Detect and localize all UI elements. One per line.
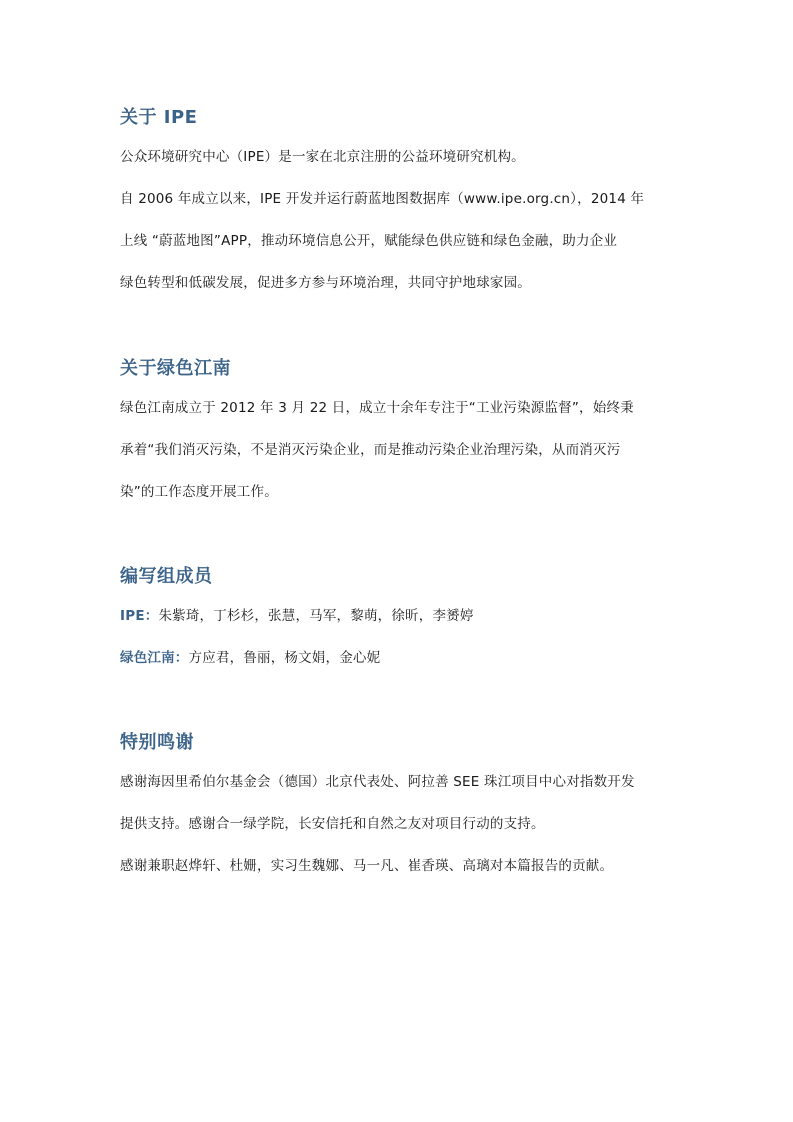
section-authors — [120, 565, 676, 666]
author-line-ipe — [120, 606, 474, 626]
section-acknowledgements — [120, 731, 676, 874]
section-heading: 特别鸣谢 — [120, 732, 194, 753]
section-heading: 编写组成员 — [120, 566, 213, 587]
paragraph-line: 上线 “蔚蓝地图”APP，推动环境信息公开，赋能绿色供应链和绿色金融，助力企业 — [120, 233, 618, 249]
paragraph-line: 感谢海因里希伯尔基金会（德国）北京代表处、阿拉善 SEE 珠江项目中心对指数开发 — [120, 774, 635, 790]
paragraph-line: 染”的工作态度开展工作。 — [120, 484, 278, 500]
paragraph-line: 提供支持。感谢合一绿学院，长安信托和自然之友对项目行动的支持。 — [120, 816, 545, 832]
paragraph-line: 感谢兼职赵烨轩、杜姗，实习生魏娜、马一凡、崔香瑛、高璃对本篇报告的贡献。 — [120, 858, 614, 874]
paragraph-line: 公众环境研究中心（IPE）是一家在北京注册的公益环境研究机构。 — [120, 149, 525, 165]
member-names: 朱紫琦，丁杉杉，张慧，马军，黎萌，徐昕，李赟婷 — [158, 608, 474, 624]
member-names: 方应君，鲁丽，杨文娟，金心妮 — [188, 650, 381, 666]
paragraph-line: 绿色江南成立于 2012 年 3 月 22 日，成立十余年专注于“工业污染源监督”，始终秉 — [120, 400, 634, 416]
paragraph-line: 绿色转型和低碳发展，促进多方参与环境治理，共同守护地球家园。 — [120, 275, 531, 291]
paragraph-line: 承着“我们消灭污染，不是消灭污染企业，而是推动污染企业治理污染，从而消灭污 — [120, 442, 621, 458]
section-about-green-jiangnan — [120, 357, 676, 500]
section-heading: 关于 IPE — [120, 107, 198, 128]
section-about-ipe — [120, 106, 676, 291]
author-line-green-jiangnan — [120, 648, 380, 668]
paragraph-line: 自 2006 年成立以来，IPE 开发并运行蔚蓝地图数据库（www.ipe.org.cn），2014 年 — [120, 191, 645, 207]
org-label: 绿色江南： — [120, 650, 189, 666]
org-label: IPE： — [120, 608, 159, 624]
section-heading: 关于绿色江南 — [120, 358, 231, 379]
